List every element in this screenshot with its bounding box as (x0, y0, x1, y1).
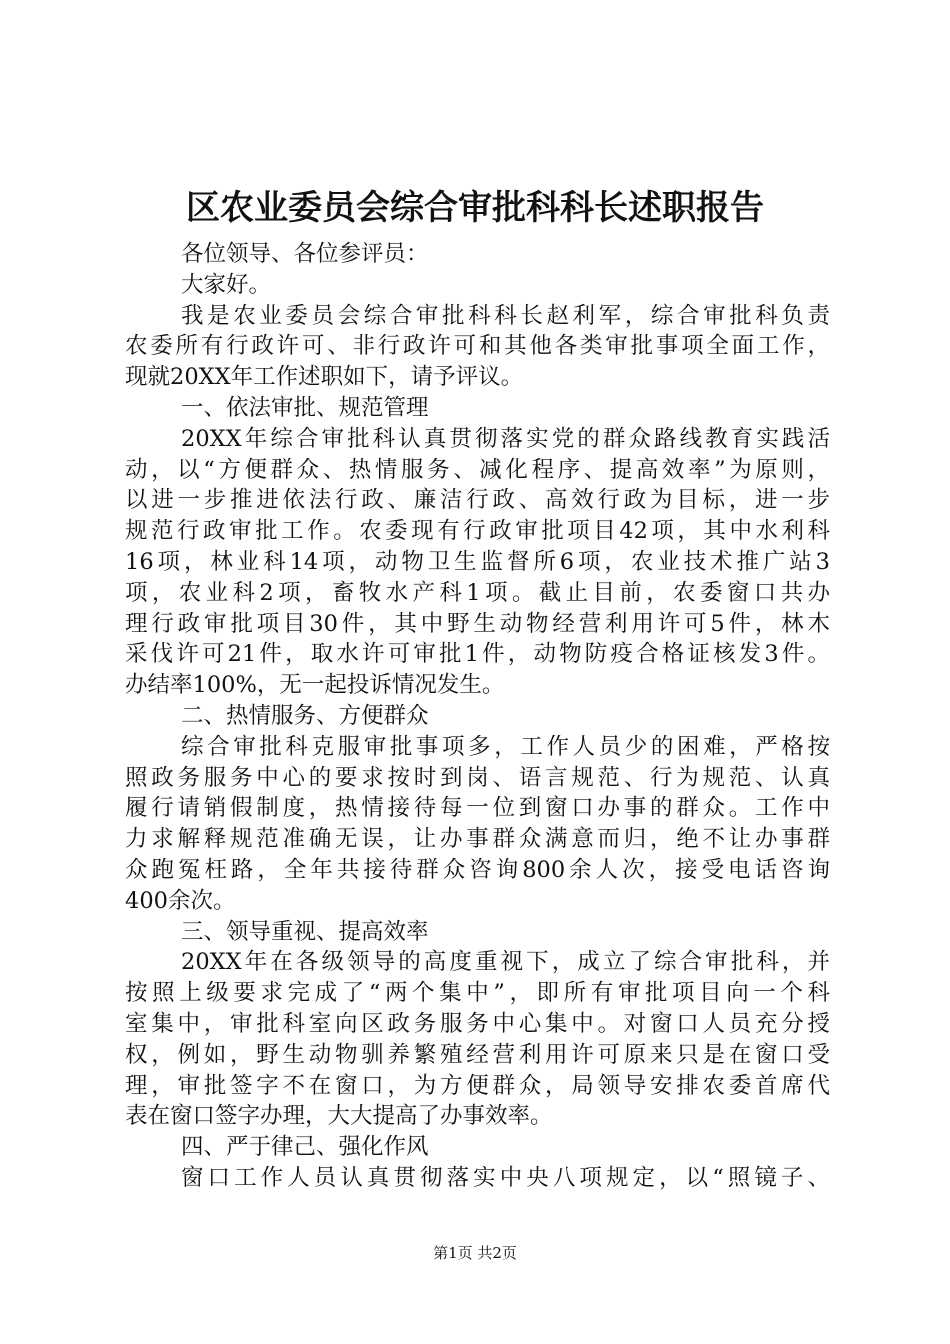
paragraph-line: 400余次。 (125, 887, 236, 914)
document-title: 区农业委员会综合审批科科长述职报告 (186, 188, 764, 228)
greeting-line: 大家好。 (181, 271, 272, 298)
paragraph-line: 表在窗口签字办理，大大提高了办事效率。 (125, 1103, 553, 1130)
paragraph-line: 办结率100%，无一起投诉情况发生。 (125, 672, 505, 699)
paragraph-line: 权，例如，野生动物驯养繁殖经营利用许可原来只是在窗口受 (125, 1041, 830, 1068)
paragraph-line: 以进一步推进依法行政、廉洁行政、高效行政为目标，进一步 (125, 487, 830, 514)
paragraph-line: 规范行政审批工作。农委现有行政审批项目42项，其中水利科 (125, 518, 830, 545)
paragraph-line: 照政务服务中心的要求按时到岗、语言规范、行为规范、认真 (125, 764, 830, 791)
paragraph-line: 现就20XX年工作述职如下，请予评议。 (125, 364, 524, 391)
paragraph-line: 16项，林业科14项，动物卫生监督所6项，农业技术推广站3 (125, 548, 830, 575)
paragraph-line: 室集中，审批科室向区政务服务中心集中。对窗口人员充分授 (125, 1010, 830, 1037)
paragraph-line: 20XX年综合审批科认真贯彻落实党的群众路线教育实践活 (181, 425, 830, 452)
page-footer: 第1页 共2页 (433, 1244, 517, 1262)
section-heading: 四、严于律己、强化作风 (181, 1134, 429, 1161)
paragraph-line: 理，审批签字不在窗口，为方便群众，局领导安排农委首席代 (125, 1072, 830, 1099)
salutation-line: 各位领导、各位参评员： (181, 241, 429, 267)
paragraph-line: 理行政审批项目30件，其中野生动物经营利用许可5件，林木 (125, 610, 830, 637)
paragraph-line: 按照上级要求完成了“两个集中”，即所有审批项目向一个科 (125, 980, 830, 1007)
paragraph-line: 20XX年在各级领导的高度重视下，成立了综合审批科，并 (181, 949, 830, 976)
paragraph-line: 项，农业科2项，畜牧水产科1项。截止目前，农委窗口共办 (125, 579, 830, 606)
paragraph-line: 采伐许可21件，取水许可审批1件，动物防疫合格证核发3件。 (125, 641, 830, 668)
paragraph-line: 履行请销假制度，热情接待每一位到窗口办事的群众。工作中 (125, 795, 830, 822)
paragraph-line: 力求解释规范准确无误，让办事群众满意而归，绝不让办事群 (125, 826, 830, 853)
document-body (125, 239, 830, 1194)
paragraph-line: 我是农业委员会综合审批科科长赵利军，综合审批科负责 (181, 302, 830, 329)
paragraph-line: 动，以“方便群众、热情服务、减化程序、提高效率”为原则， (125, 456, 830, 483)
section-heading: 一、依法审批、规范管理 (181, 394, 429, 421)
paragraph-line: 众跑冤枉路，全年共接待群众咨询800余人次，接受电话咨询 (125, 856, 830, 883)
paragraph-line: 综合审批科克服审批事项多，工作人员少的困难，严格按 (181, 733, 830, 760)
section-heading: 二、热情服务、方便群众 (181, 702, 429, 729)
paragraph-line: 窗口工作人员认真贯彻落实中央八项规定，以“照镜子、 (181, 1164, 830, 1191)
paragraph-line: 农委所有行政许可、非行政许可和其他各类审批事项全面工作， (125, 333, 830, 360)
section-heading: 三、领导重视、提高效率 (181, 918, 429, 945)
